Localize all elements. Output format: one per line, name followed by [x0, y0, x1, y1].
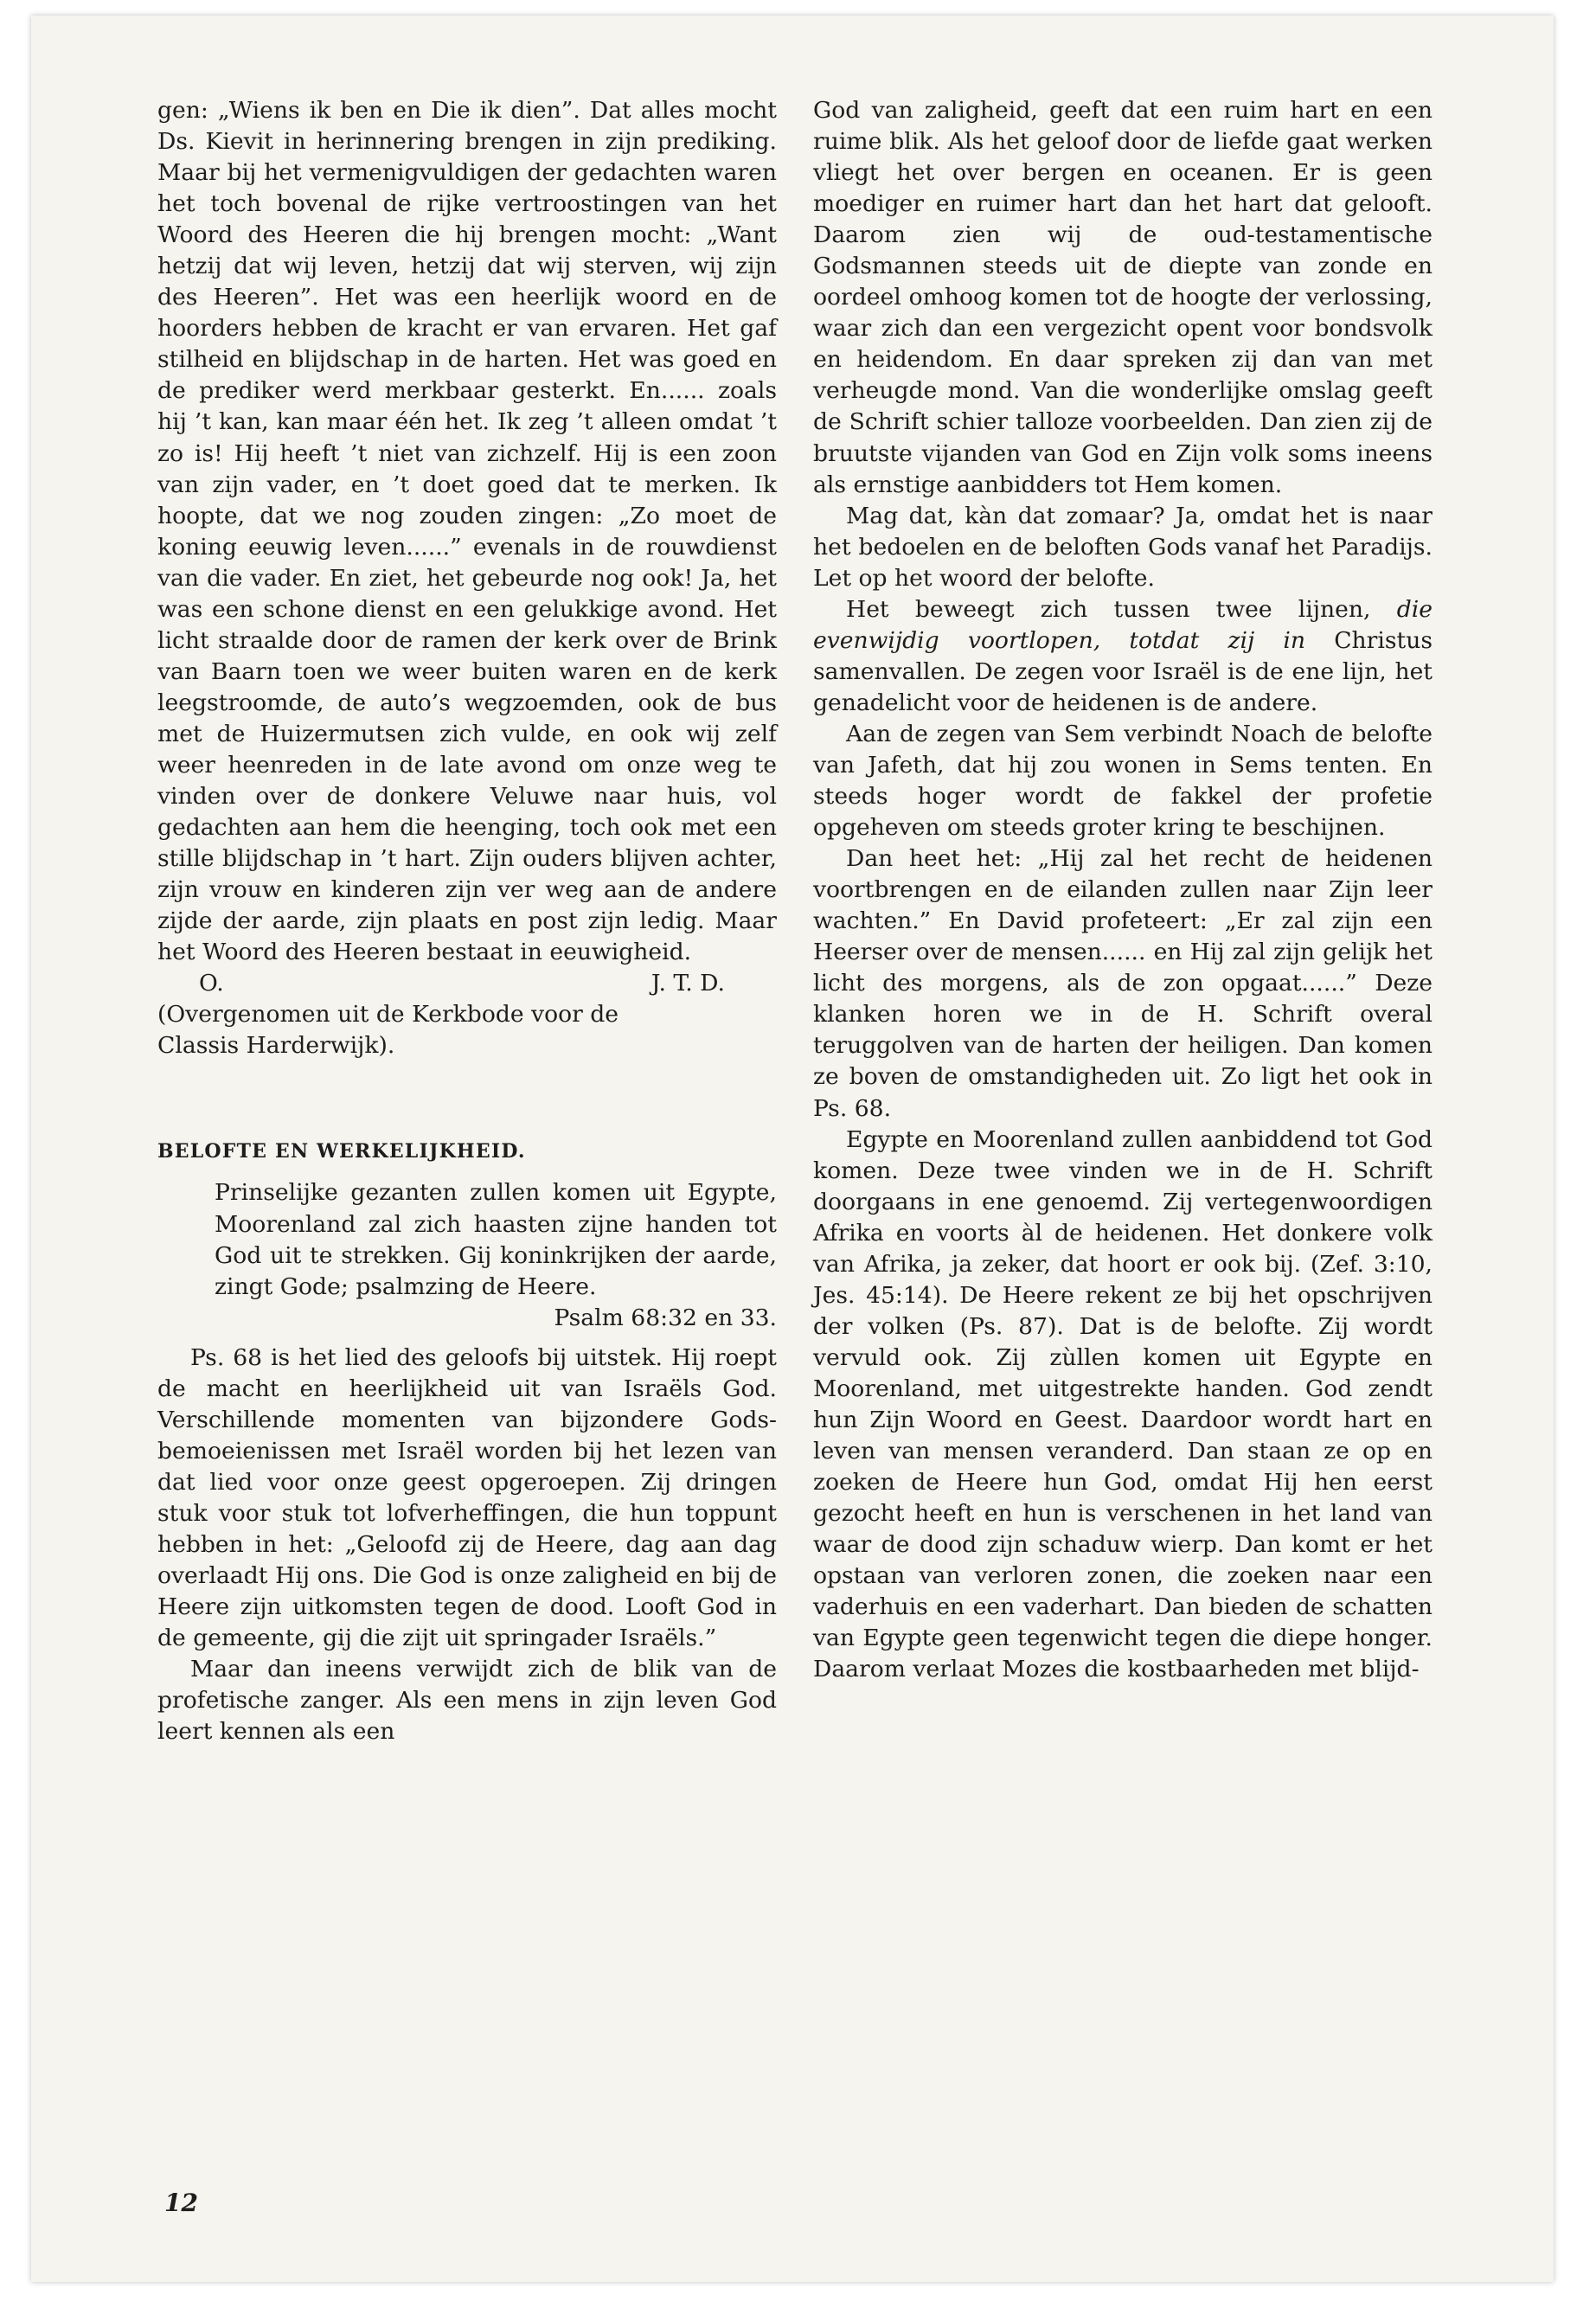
- source-credit: (Overgenomen uit de Kerkbode voor de Classis Harderwijk).: [157, 1001, 619, 1060]
- signature-place: O.: [199, 970, 224, 997]
- italic-text-run: die evenwijdig voortlopen, totdat zij in: [813, 595, 1433, 654]
- signature-line: [157, 968, 777, 999]
- body-paragraph: Maar dan ineens verwijdt zich de blik van de profetische zanger. Als een mens in zijn leven God leert kennen als een: [157, 1656, 777, 1746]
- epigraph-quote: [215, 1177, 777, 1333]
- right-column: [813, 95, 1433, 1685]
- body-paragraph: God van zaligheid, geeft dat een ruim hart en een ruime blik. Als het geloof door de liefde gaat werken vliegt het over bergen en oceanen. Er is geen moediger en ruimer hart dan het hart dat gelooft. Daarom zien wij de oud-testamentische Godsmannen steeds uit de diepte van zonde en oordeel omhoog komen tot de hoogte der verlossing, waar zich dan een vergezicht opent voor bondsvolk en heidendom. En daar spreken zij dan van met verheugde mond. Van die wonderlijke omslag geeft de Schrift schier talloze voorbeelden. Dan zien zij de bruutste vijanden van God en Zijn volk soms ineens als ernstige aanbidders tot Hem komen.: [813, 97, 1433, 498]
- page-number: 12: [164, 2189, 198, 2217]
- body-paragraph: Dan heet het: „Hij zal het recht de heidenen voortbrengen en de eilanden zullen naar Zijn leer wachten.” En David profeteert: „Er zal zijn een Heerser over de mensen...... en Hij zal zijn gelijk het licht des morgens, als de zon opgaat......” Deze klanken horen we in de H. Schrift overal teruggolven van de harten der heiligen. Dan komen ze boven de omstandigheden uit. Zo ligt het ook in Ps. 68.: [813, 845, 1433, 1122]
- text-run: Het beweegt zich tussen twee lijnen,: [846, 595, 1371, 623]
- text-run: Christus samenvallen. De zegen voor Israël is de ene lijn, het genadelicht voor de heidenen is de andere.: [813, 626, 1433, 716]
- signature-initials: J. T. D.: [651, 970, 725, 997]
- article-heading: BELOFTE EN WERKELIJKHEID.: [157, 1140, 526, 1163]
- body-paragraph: gen: „Wiens ik ben en Die ik dien”. Dat alles mocht Ds. Kievit in herinnering brengen in zijn prediking. Maar bij het vermenigvuldigen der gedachten waren het toch bovenal de rijke vertroostingen van het Woord des Heeren die hij brengen mocht: „Want hetzij dat wij leven, hetzij dat wij sterven, wij zijn des Heeren”. Het was een heerlijk woord en de hoorders hebben de kracht er van ervaren. Het gaf stilheid en blijdschap in de harten. Het was goed en de prediker werd merkbaar gesterkt. En...... zoals hij ’t kan, kan maar één het. Ik zeg ’t alleen omdat ’t zo is! Hij heeft ’t niet van zichzelf. Hij is een zoon van zijn vader, en ’t doet goed dat te merken. Ik hoopte, dat we nog zouden zingen: „Zo moet de koning eeuwig leven......” evenals in de rouwdienst van die vader. En ziet, het gebeurde nog ook! Ja, het was een schone dienst en een gelukkige avond. Het licht straalde door de ramen der kerk over de Brink van Baarn toen we weer buiten waren en de kerk leegstroomde, de auto’s wegzoemden, ook de bus met de Huizermutsen zich vulde, en ook wij zelf weer heenreden in de late avond om onze weg te vinden over de donkere Veluwe naar huis, vol gedachten aan hem die heenging, toch ook met een stille blijdschap in ’t hart. Zijn ouders blijven achter, zijn vrouw en kinderen zijn ver weg aan de andere zijde der aarde, zijn plaats en post zijn ledig. Maar het Woord des Heeren bestaat in eeuwigheid.: [157, 97, 777, 966]
- body-paragraph: Mag dat, kàn dat zomaar? Ja, omdat het is naar het bedoelen en de beloften Gods vanaf het Paradijs. Let op het woord der belofte.: [813, 502, 1433, 592]
- quote-text: Prinselijke gezanten zullen komen uit Egypte, Moorenland zal zich haasten zijne handen tot God uit te strekken. Gij koninkrijken der aarde, zingt Gode; psalmzing de Heere.: [215, 1179, 777, 1300]
- body-paragraph: Egypte en Moorenland zullen aanbiddend tot God komen. Deze twee vinden we in de H. Schrift doorgaans in ene genoemd. Zij vertegenwoordigen Afrika en voorts àl de heidenen. Het donkere volk van Afrika, ja zeker, dat hoort er ook bij. (Zef. 3:10, Jes. 45:14). De Heere rekent ze bij het opschrijven der volken (Ps. 87). Dat is de belofte. Zij wordt vervuld ook. Zij zùllen komen uit Egypte en Moorenland, met uitgestrekte handen. God zendt hun Zijn Woord en Geest. Daardoor wordt hart en leven van mensen veranderd. Dan staan ze op en zoeken de Heere hun God, omdat Hij hen eerst gezocht heeft en hun is verschenen in het land van waar de dood zijn schaduw wierp. Dan komt er het opstaan van verloren zonen, die zoeken naar een vaderhuis en een vaderhart. Dan bieden de schatten van Egypte geen tegenwicht tegen die diepe honger. Daarom verlaat Mozes die kostbaarheden met blijd-: [813, 1125, 1433, 1683]
- magazine-page: [31, 16, 1554, 2282]
- body-paragraph-mixed: [813, 594, 1433, 719]
- left-column: [157, 95, 777, 1747]
- body-paragraph: Aan de zegen van Sem verbindt Noach de belofte van Jafeth, dat hij zou wonen in Sems tenten. En steeds hoger wordt de fakkel der profetie opgeheven om steeds groter kring te beschijnen.: [813, 720, 1433, 842]
- body-paragraph: Ps. 68 is het lied des geloofs bij uitstek. Hij roept de macht en heerlijkheid uit van Israëls God. Verschillende momenten van bijzondere Gods-bemoeienissen met Israël worden bij het lezen van dat lied voor onze geest opgeroepen. Zij dringen stuk voor stuk tot lofverheffingen, die hun toppunt hebben in het: „Geloofd zij de Heere, dag aan dag overlaadt Hij ons. Die God is onze zaligheid en bij de Heere zijn uitkomsten tegen de dood. Looft God in de gemeente, gij die zijt uit springader Israëls.”: [157, 1343, 777, 1652]
- quote-reference: Psalm 68:32 en 33.: [554, 1304, 777, 1331]
